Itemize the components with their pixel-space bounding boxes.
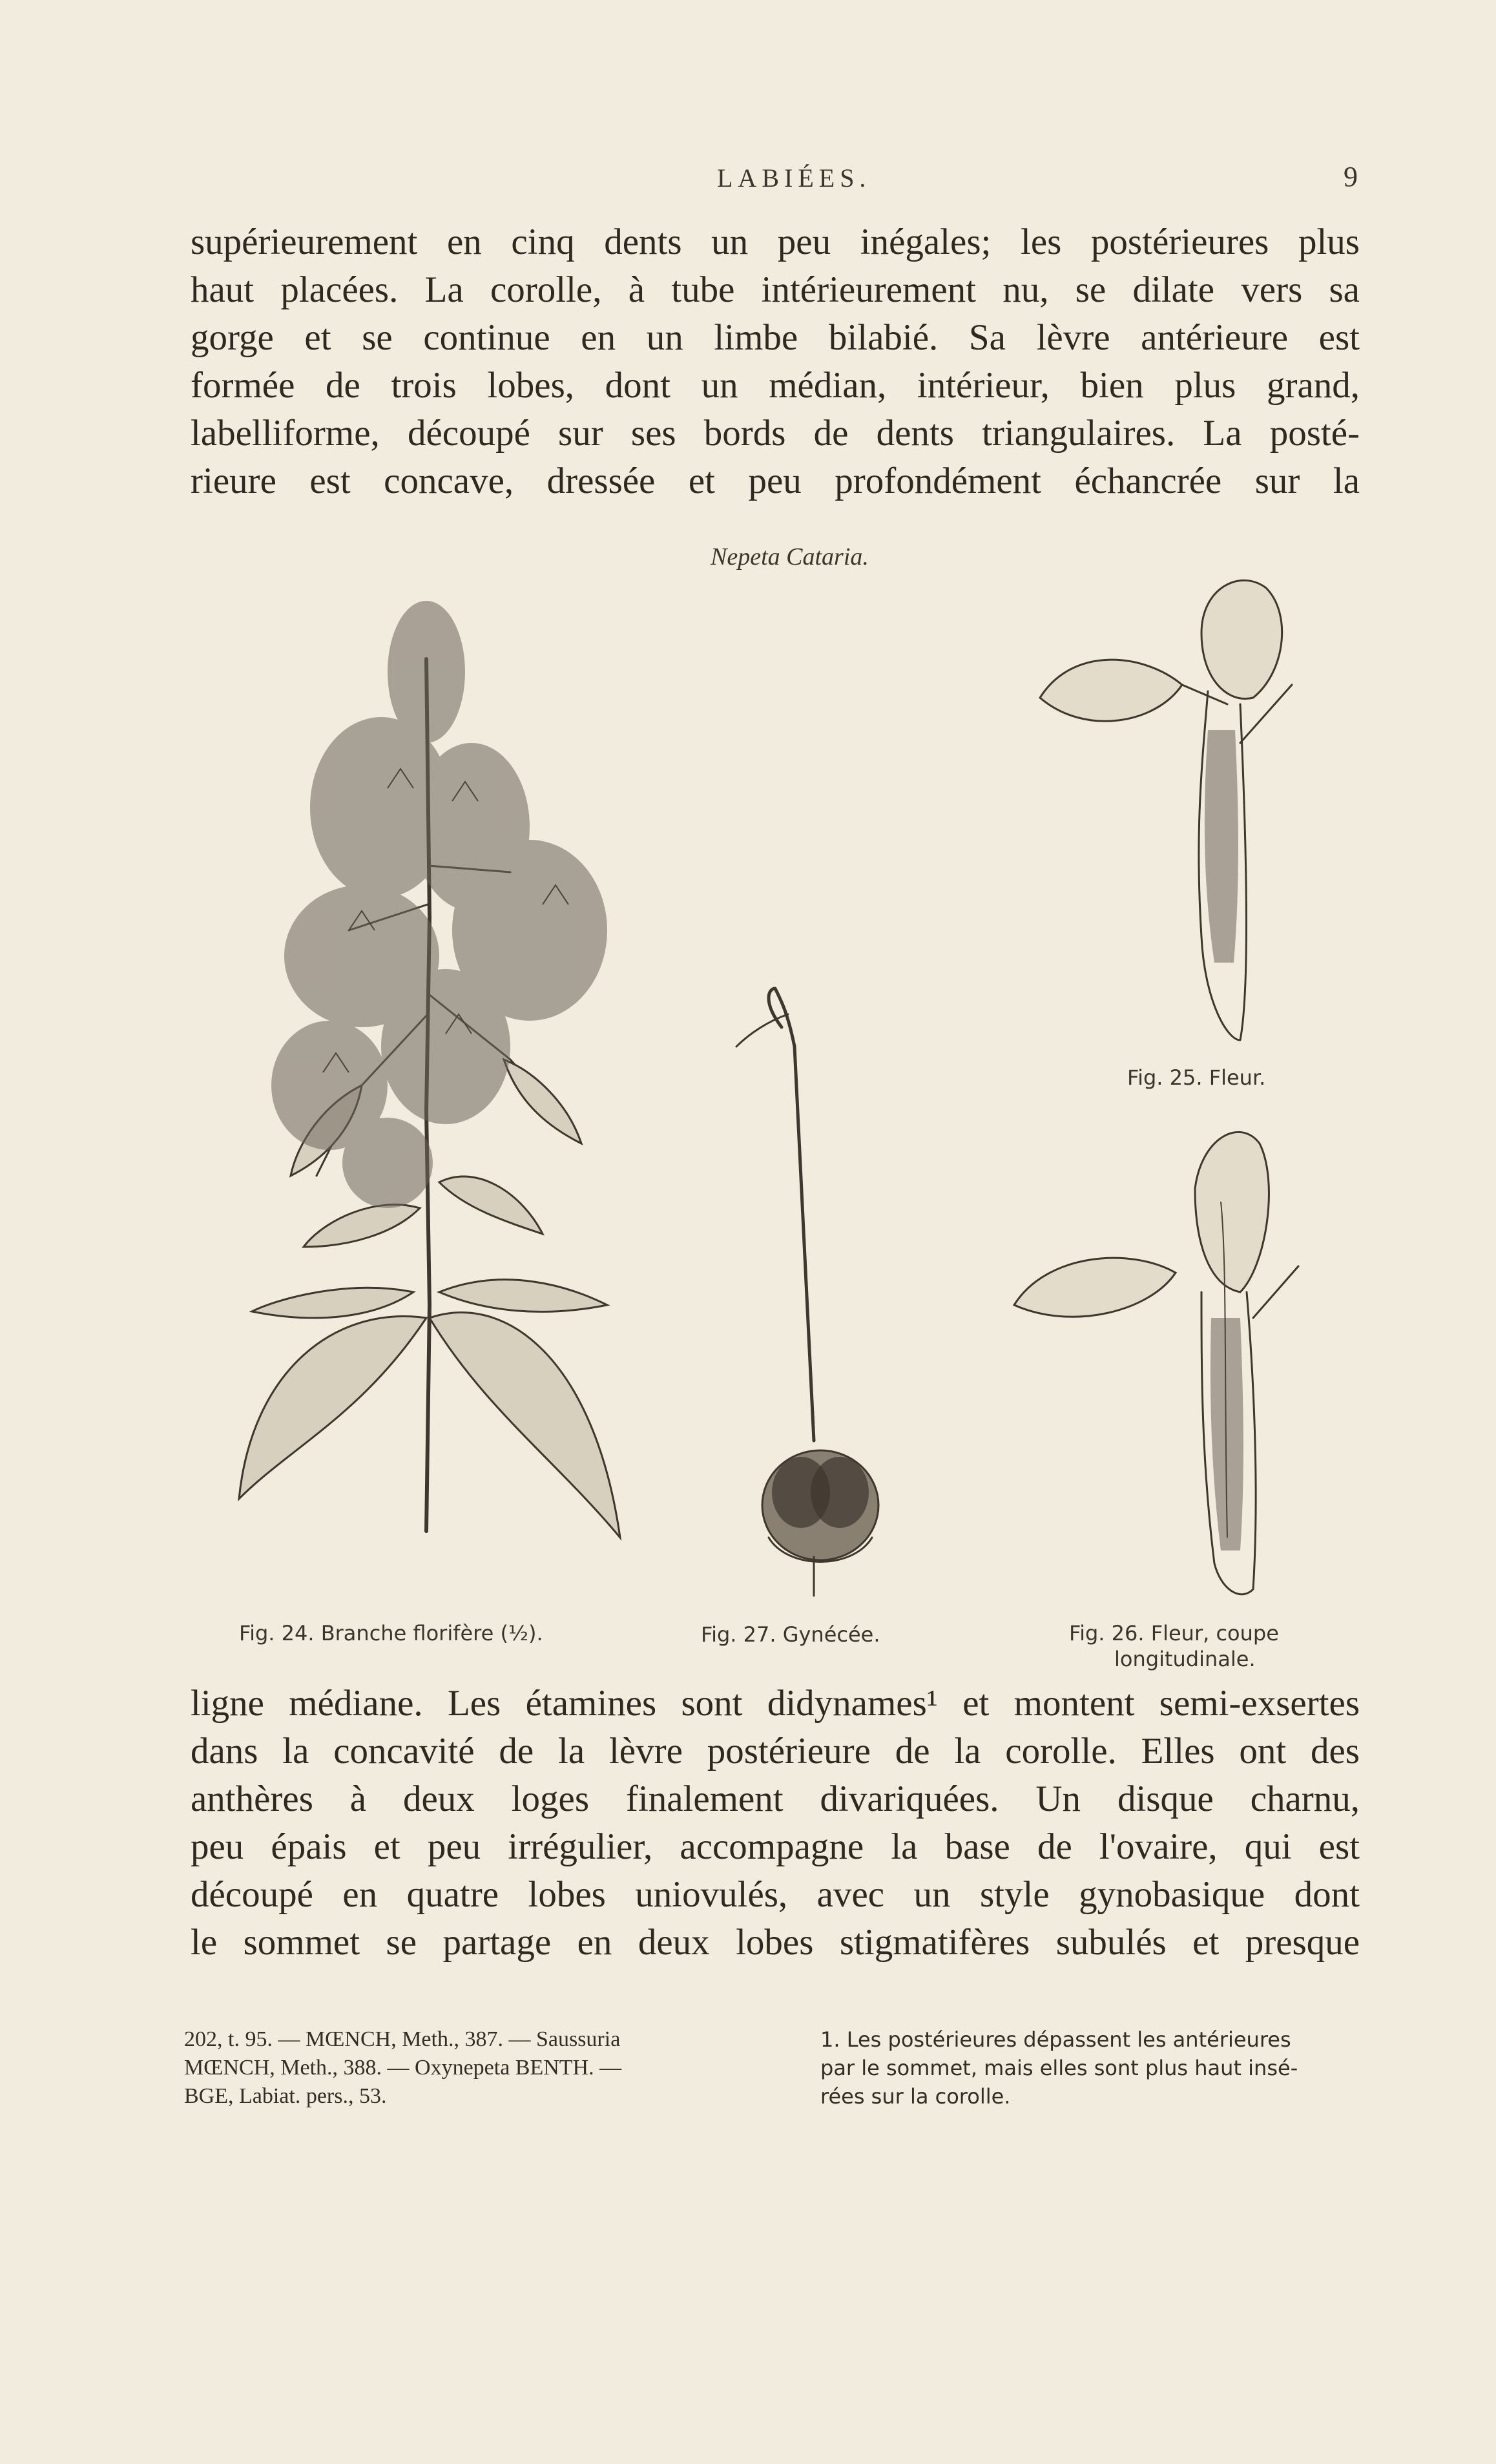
flowering-branch-illustration (233, 594, 633, 1602)
text-line: peu épais et peu irrégulier, accompagne la base de l'ovaire, qui est (191, 1826, 1360, 1867)
footnote-references (184, 2025, 746, 2111)
flower-section-illustration (1008, 1124, 1305, 1609)
page-number: 9 (1344, 161, 1358, 193)
footnote-line: 1. Les postérieures dépassent les antérieures (820, 2027, 1291, 2052)
text-line: découpé en quatre lobes uniovulés, avec un style gynobasique dont (191, 1874, 1360, 1915)
text-line: labelliforme, découpé sur ses bords de dents triangulaires. La posté- (191, 413, 1360, 454)
figure-caption-26 (1069, 1620, 1353, 1672)
text-line: ligne médiane. Les étamines sont didynames¹ et montent semi-exsertes (191, 1683, 1360, 1724)
text-line: supérieurement en cinq dents un peu inégales; les postérieures plus (191, 222, 1360, 262)
text-line: gorge et se continue en un limbe bilabié. Sa lèvre antérieure est (191, 317, 1360, 358)
figure-caption-27: Fig. 27. Gynécée. (701, 1622, 880, 1647)
footnote-1 (820, 2025, 1366, 2111)
text-line: dans la concavité de la lèvre postérieure de la corolle. Elles ont des (191, 1731, 1360, 1771)
flower-illustration (1034, 575, 1305, 1053)
footnote-line: par le sommet, mais elles sont plus haut insé- (820, 2056, 1298, 2080)
figure-caption-25: Fig. 25. Fleur. (1127, 1065, 1266, 1090)
text-line: formée de trois lobes, dont un médian, intérieur, bien plus grand, (191, 365, 1360, 406)
footnote-line: 202, t. 95. — MŒNCH, Meth., 387. — Saussuria (184, 2027, 621, 2051)
running-head: LABIÉES. (717, 163, 871, 193)
text-line: anthères à deux loges finalement divariquées. Un disque charnu, (191, 1779, 1360, 1819)
caption-line: longitudinale. (1114, 1647, 1256, 1671)
text-line: rieure est concave, dressée et peu profondément échancrée sur la (191, 461, 1360, 501)
body-paragraph-top (191, 218, 1360, 505)
footnote-line: rées sur la corolle. (820, 2084, 1011, 2109)
gynoecium-illustration (723, 988, 891, 1609)
footnote-line: MŒNCH, Meth., 388. — Oxynepeta BENTH. — (184, 2056, 622, 2080)
footnote-line: BGE, Labiat. pers., 53. (184, 2084, 387, 2108)
body-paragraph-bottom (191, 1680, 1360, 1967)
figure-caption-24: Fig. 24. Branche florifère (½). (239, 1621, 543, 1645)
caption-line: Fig. 26. Fleur, coupe (1069, 1621, 1279, 1645)
text-line: le sommet se partage en deux lobes stigmatifères subulés et presque (191, 1922, 1360, 1963)
text-line: haut placées. La corolle, à tube intérieurement nu, se dilate vers sa (191, 269, 1360, 310)
plate-title: Nepeta Cataria. (711, 543, 869, 570)
